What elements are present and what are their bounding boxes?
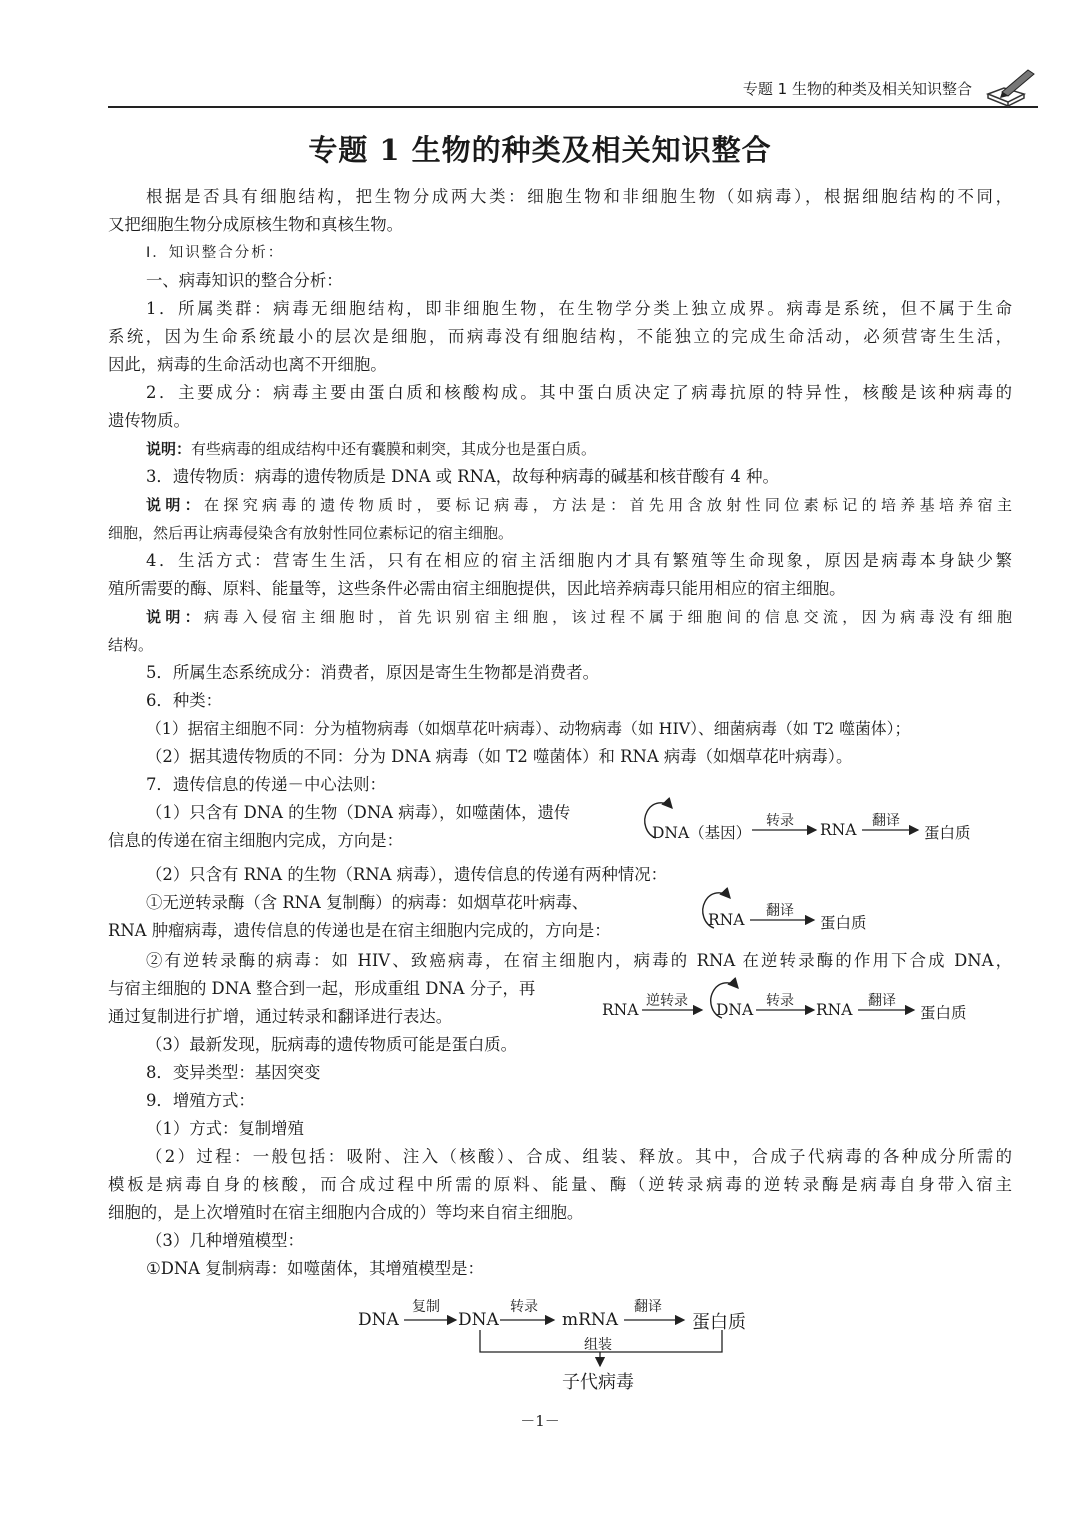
translation-label: 翻译 bbox=[766, 903, 794, 919]
paragraph-line: 9．增殖方式： bbox=[146, 1091, 255, 1110]
paragraph-line: （2）只含有 RNA 的生物（RNA 病毒），遗传信息的传递有两种情况： bbox=[146, 865, 668, 884]
paragraph-line: （1）据宿主细胞不同：分为植物病毒（如烟草花叶病毒）、动物病毒（如 HIV）、细菌病毒（如 T2 噬菌体）； bbox=[146, 719, 911, 738]
page-title: 专题 1 生物的种类及相关知识整合 bbox=[308, 133, 772, 167]
paragraph-line: （2）过程：一般包括：吸附、注入（核酸）、合成、组装、释放。其中，合成子代病毒的各种成分所需的 bbox=[146, 1147, 1012, 1166]
paragraph-line: 细胞的，是上次增殖时在宿主细胞内合成的）等均来自宿主细胞。 bbox=[108, 1203, 584, 1222]
note-line bbox=[146, 438, 1050, 460]
paragraph-line: 信息的传递在宿主细胞内完成，方向是： bbox=[108, 831, 404, 850]
dna-virus-proliferation-model bbox=[358, 1294, 758, 1394]
dna-label: DNA bbox=[458, 1310, 499, 1330]
note-label: 说明： bbox=[146, 496, 205, 514]
central-dogma-dna-virus bbox=[634, 800, 984, 850]
paragraph-line: 与宿主细胞的 DNA 整合到一起，形成重组 DNA 分子，再 bbox=[108, 979, 536, 998]
central-dogma-rna-virus bbox=[692, 890, 892, 940]
rna-label: RNA bbox=[602, 1001, 639, 1019]
paragraph-line: 遗传物质。 bbox=[108, 411, 190, 430]
paragraph-line: 通过复制进行扩增，通过转录和翻译进行表达。 bbox=[108, 1007, 453, 1026]
assemble-label: 组装 bbox=[584, 1337, 612, 1353]
note-text: 病毒入侵宿主细胞时，首先识别宿主细胞，该过程不属于细胞间的信息交流，因为病毒没有细胞 bbox=[204, 608, 1012, 626]
translation-label: 翻译 bbox=[868, 993, 896, 1009]
central-dogma-retrovirus bbox=[602, 980, 1002, 1030]
transcription-label: 转录 bbox=[510, 1299, 538, 1315]
paragraph-line: RNA 肿瘤病毒，遗传信息的传递也是在宿主细胞内完成的，方向是： bbox=[108, 921, 611, 940]
dna-label: DNA bbox=[716, 1001, 754, 1019]
protein-label: 蛋白质 bbox=[920, 1004, 967, 1022]
dna-label: DNA bbox=[358, 1310, 399, 1330]
paragraph-line: ①无逆转录酶（含 RNA 复制酶）的病毒：如烟草花叶病毒、 bbox=[146, 893, 589, 912]
running-title: 专题 1 生物的种类及相关知识整合 bbox=[742, 80, 972, 98]
page-header bbox=[108, 72, 1038, 108]
rna-label: RNA bbox=[708, 911, 745, 929]
note-line: 细胞，然后再让病毒侵染含有放射性同位素标记的宿主细胞。 bbox=[108, 524, 514, 542]
paragraph-line: 5．所属生态系统成分：消费者，原因是寄生生物都是消费者。 bbox=[146, 663, 599, 682]
paragraph-line: 4．生活方式：营寄生生活，只有在相应的宿主活细胞内才具有繁殖等生命现象，原因是病毒本身缺少繁 bbox=[146, 551, 1012, 570]
note-label: 说明： bbox=[146, 608, 205, 626]
paragraph-line: （3）几种增殖模型： bbox=[146, 1231, 304, 1250]
section-heading: Ⅰ．知识整合分析： bbox=[146, 245, 285, 261]
paragraph-line: 殖所需要的酶、原料、能量等，这些条件必需由宿主细胞提供，因此培养病毒只能用相应的宿主细胞。 bbox=[108, 579, 846, 598]
pen-book-icon bbox=[984, 64, 1036, 108]
protein-label: 蛋白质 bbox=[820, 914, 867, 932]
rna-label: RNA bbox=[816, 1001, 853, 1019]
mrna-label: mRNA bbox=[562, 1310, 619, 1330]
paragraph-line: 又把细胞生物分成原核生物和真核生物。 bbox=[108, 215, 404, 234]
reverse-transcription-label: 逆转录 bbox=[646, 993, 688, 1009]
paragraph-line: （1）只含有 DNA 的生物（DNA 病毒），如噬菌体，遗传 bbox=[146, 803, 571, 822]
transcription-label: 转录 bbox=[766, 993, 794, 1009]
transcription-label: 转录 bbox=[766, 813, 794, 829]
note-text: 有些病毒的组成结构中还有囊膜和刺突，其成分也是蛋白质。 bbox=[191, 440, 597, 458]
note-line bbox=[146, 494, 1012, 516]
replication-label: 复制 bbox=[412, 1299, 440, 1315]
paragraph-line: ②有逆转录酶的病毒：如 HIV、致癌病毒，在宿主细胞内，病毒的 RNA 在逆转录酶的作用下合成 DNA， bbox=[146, 951, 1012, 970]
paragraph-line: 6．种类： bbox=[146, 691, 222, 710]
note-line: 结构。 bbox=[108, 636, 154, 654]
paragraph-line: 模板是病毒自身的核酸，而合成过程中所需的原料、能量、酶（逆转录病毒的逆转录酶是病毒自身带入宿主 bbox=[108, 1175, 1012, 1194]
paragraph-line: 8．变异类型：基因突变 bbox=[146, 1063, 321, 1082]
protein-label: 蛋白质 bbox=[692, 1312, 746, 1333]
paragraph-line: 1．所属类群：病毒无细胞结构，即非细胞生物，在生物学分类上独立成界。病毒是系统，但不属于生命 bbox=[146, 299, 1012, 318]
paragraph-line: （2）据其遗传物质的不同：分为 DNA 病毒（如 T2 噬菌体）和 RNA 病毒（如烟草花叶病毒）。 bbox=[146, 747, 853, 766]
note-line bbox=[146, 606, 1012, 628]
paragraph-line: （1）方式：复制增殖 bbox=[146, 1119, 304, 1138]
protein-label: 蛋白质 bbox=[924, 824, 971, 842]
note-label: 说明： bbox=[146, 440, 192, 458]
paragraph-line: 7．遗传信息的传递－中心法则： bbox=[146, 775, 386, 794]
paragraph-line: 根据是否具有细胞结构，把生物分成两大类：细胞生物和非细胞生物（如病毒），根据细胞结构的不同， bbox=[146, 187, 1012, 206]
paragraph-line: 3．遗传物质：病毒的遗传物质是 DNA 或 RNA，故每种病毒的碱基和核苷酸有 4 种。 bbox=[146, 467, 779, 486]
dna-gene-label: DNA（基因） bbox=[652, 824, 752, 842]
paragraph-line: 2．主要成分：病毒主要由蛋白质和核酸构成。其中蛋白质决定了病毒抗原的特异性，核酸是该种病毒的 bbox=[146, 383, 1012, 402]
rna-label: RNA bbox=[820, 821, 857, 839]
translation-label: 翻译 bbox=[634, 1299, 662, 1315]
paragraph-line: ①DNA 复制病毒：如噬菌体，其增殖模型是： bbox=[146, 1259, 484, 1278]
progeny-virus-label: 子代病毒 bbox=[562, 1372, 634, 1393]
paragraph-line: （3）最新发现，朊病毒的遗传物质可能是蛋白质。 bbox=[146, 1035, 518, 1054]
paragraph-line: 系统，因为生命系统最小的层次是细胞，而病毒没有细胞结构，不能独立的完成生命活动，必须营寄生生活， bbox=[108, 327, 1012, 346]
section-heading: 一、病毒知识的整合分析： bbox=[146, 271, 343, 290]
page-number: －1－ bbox=[520, 1412, 560, 1430]
paragraph-line: 因此，病毒的生命活动也离不开细胞。 bbox=[108, 355, 387, 374]
translation-label: 翻译 bbox=[872, 813, 900, 829]
note-text: 在探究病毒的遗传物质时，要标记病毒，方法是：首先用含放射性同位素标记的培养基培养宿主 bbox=[204, 496, 1012, 514]
